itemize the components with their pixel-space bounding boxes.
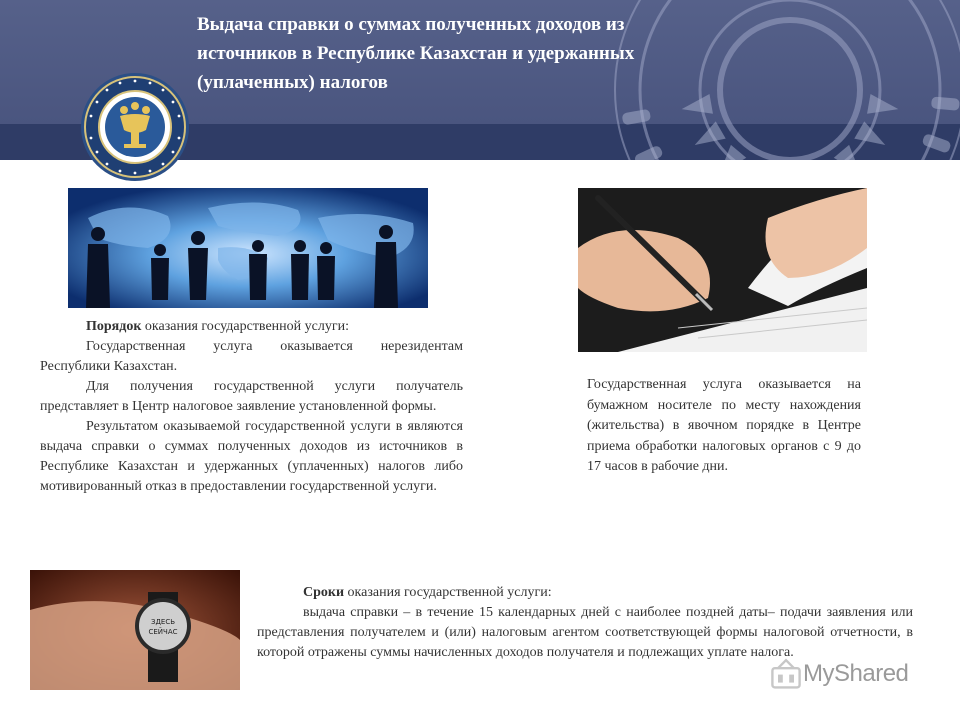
procedure-paragraph-2: Для получения государственной услуги получатель представляет в Центр налоговое заявление установленной формы. [40, 379, 463, 414]
service-form-section [587, 375, 861, 478]
page-title: Выдача справки о суммах полученных доходов из источников в Республике Казахстан и удержанных (уплаченных) налогов [197, 14, 635, 93]
terms-section [257, 583, 913, 663]
myshared-logo-icon [770, 657, 802, 689]
terms-text: выдача справки – в течение 15 календарных дней с наиболее поздней даты– подачи заявления или представления получателем и (или) налоговым агентом соответствующей формы налоговой отчетности, в которой отражены суммы начисленных доходов получателя и подлежащих уплате налога. [257, 605, 913, 660]
terms-heading [257, 583, 913, 603]
procedure-section [40, 317, 463, 497]
wrist-watch-image [30, 570, 240, 690]
tax-service-emblem-icon [80, 72, 190, 182]
business-people-image [68, 188, 428, 308]
service-form-text: Государственная услуга оказывается на бумажном носителе по месту нахождения (жительства) в явочном порядке в Центре приема обработки налоговых органов с 9 до 17 часов в рабочие дни. [587, 377, 861, 474]
watermark-text: MyShared [803, 660, 909, 687]
watch-dial-line1: ЗДЕСЬ [150, 618, 176, 626]
procedure-paragraph-3: Результатом оказываемой государственной услуги в являются выдача справки о суммах полученных доходов из источников в Республике Казахстан и удержанных (уплаченных) налогов либо мотивированный отказ в предоставлении государственной услуги. [40, 419, 463, 494]
procedure-heading [40, 317, 463, 337]
terms-label-bold: Сроки [303, 585, 345, 600]
terms-label-rest: оказания государственной услуги: [344, 585, 552, 600]
procedure-label-rest: оказания государственной услуги: [141, 319, 349, 334]
procedure-label-bold: Порядок [86, 319, 142, 334]
watch-dial-line2: СЕЙЧАС [148, 628, 178, 636]
hand-writing-image [578, 188, 867, 352]
procedure-paragraph-1: Государственная услуга оказывается нерезидентам Республики Казахстан. [40, 339, 463, 374]
